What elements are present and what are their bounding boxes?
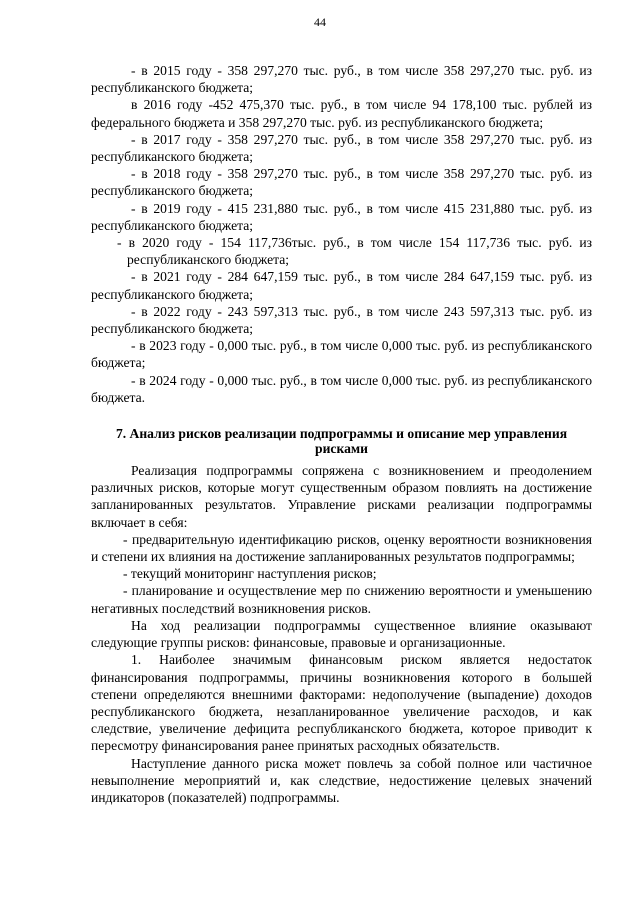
funding-line-2023: - в 2023 году - 0,000 тыс. руб., в том числе 0,000 тыс. руб. из республиканского бюджета; <box>91 338 592 371</box>
financial-risk-paragraph: 1. Наиболее значимым финансовым риском является недостаток финансирования подпрограммы, причины возникновения которого в большей степени определяются внешними факторами: недополучение (выпадение) доходов республиканского бюджета, незапланированное увеличение расходов, и как следствие, увеличение дефицита республиканского бюджета, которое приводит к пересмотру финансирования ранее принятых расходных обязательств. <box>91 652 592 754</box>
funding-line-2016: в 2016 году -452 475,370 тыс. руб., в том числе 94 178,100 тыс. рублей из федерального бюджета и 358 297,270 тыс. руб. из республиканского бюджета; <box>91 97 592 130</box>
risk-management-item-2: - текущий мониторинг наступления рисков; <box>123 566 377 582</box>
risk-management-item-3: - планирование и осуществление мер по снижению вероятности и уменьшению негативных последствий возникновения рисков. <box>91 583 592 616</box>
page-number: 44 <box>314 15 326 29</box>
funding-line-2024: - в 2024 году - 0,000 тыс. руб., в том числе 0,000 тыс. руб. из республиканского бюджета. <box>91 372 592 405</box>
funding-line-2022: - в 2022 году - 243 597,313 тыс. руб., в том числе 243 597,313 тыс. руб. из республиканского бюджета; <box>91 303 592 337</box>
risk-consequence-paragraph: Наступление данного риска может повлечь за собой полное или частичное невыполнение мероприятий и, как следствие, недостижение целевых значений индикаторов (показателей) подпрограммы. <box>91 755 592 805</box>
funding-line-2018: - в 2018 году - 358 297,270 тыс. руб., в том числе 358 297,270 тыс. руб. из республиканского бюджета; <box>91 166 592 199</box>
funding-line-2020: - в 2020 году - 154 117,736тыс. руб., в том числе 154 117,736 тыс. руб. из республиканского бюджета; <box>117 235 592 268</box>
page-body <box>91 62 592 806</box>
funding-line-2019: - в 2019 году - 415 231,880 тыс. руб., в том числе 415 231,880 тыс. руб. из республиканского бюджета; <box>91 200 592 233</box>
funding-line-2015: - в 2015 году - 358 297,270 тыс. руб., в том числе 358 297,270 тыс. руб. из республиканского бюджета; <box>91 63 592 96</box>
funding-line-2021: - в 2021 году - 284 647,159 тыс. руб., в том числе 284 647,159 тыс. руб. из республиканского бюджета; <box>91 269 592 302</box>
funding-line-2017: - в 2017 году - 358 297,270 тыс. руб., в том числе 358 297,270 тыс. руб. из республиканского бюджета; <box>91 131 592 165</box>
risk-management-item-1: - предварительную идентификацию рисков, оценку вероятности возникновения и степени их влияния на достижение запланированных результатов подпрограммы; <box>91 531 592 565</box>
risk-intro-paragraph: Реализация подпрограммы сопряжена с возникновением и преодолением различных рисков, которые могут существенным образом повлиять на достижение запланированных результатов. Управление рисками реализации подпрограммы включает в себя: <box>91 463 592 530</box>
risk-groups-paragraph: На ход реализации подпрограммы существенное влияние оказывают следующие группы рисков: финансовые, правовые и организационные. <box>91 617 592 651</box>
section-title: 7. Анализ рисков реализации подпрограммы и описание мер управления рисками <box>115 426 568 457</box>
